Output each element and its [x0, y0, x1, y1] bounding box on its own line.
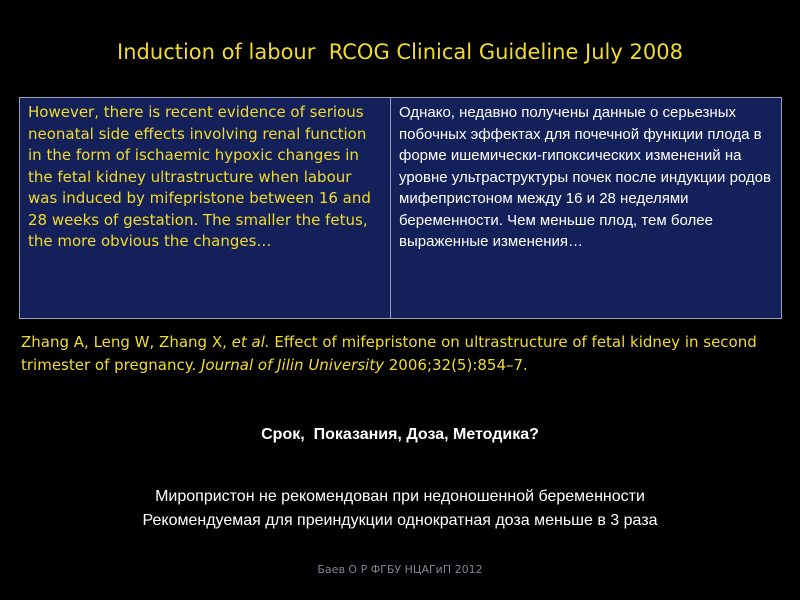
reference-journal: Journal of Jilin University	[200, 356, 384, 374]
reference-citation	[21, 331, 781, 377]
russian-text-cell: Однако, недавно получены данные о серьезных побочных эффектах для почечной функции плода в форме ишемически-гипоксических изменений на уровне ультраструктуры почек после индукции родов мифепристоном между 16 и 28 неделями беременности. Чем меньше плод, тем более выраженные изменения…	[391, 98, 782, 319]
slide-title: Induction of labour RCOG Clinical Guideline July 2008	[117, 40, 683, 64]
reference-details: 2006;32(5):854–7.	[384, 356, 528, 374]
question-heading: Срок, Показания, Доза, Методика?	[261, 426, 539, 443]
reference-authors: Zhang A, Leng W, Zhang X,	[21, 333, 232, 351]
reference-article: Effect of mifepristone on ultrastructure of fetal kidney in second trimester of pregnancy.	[21, 333, 757, 374]
translation-table	[19, 97, 782, 319]
reference-et-al: et al.	[231, 333, 270, 351]
english-text-cell: However, there is recent evidence of serious neonatal side effects involving renal function in the form of ischaemic hypoxic changes in the fetal kidney ultrastructure when labour was induced by mifepristone between 16 and 28 weeks of gestation. The smaller the fetus, the more obvious the changes…	[20, 98, 391, 319]
slide-footer: Баев О Р ФГБУ НЦАГиП 2012	[317, 563, 483, 576]
table-row	[20, 98, 782, 319]
note-line-2: Рекомендуемая для преиндукции однократная доза меньше в 3 раза	[142, 512, 658, 529]
note-line-1: Миропристон не рекомендован при недоношенной беременности	[155, 488, 645, 505]
